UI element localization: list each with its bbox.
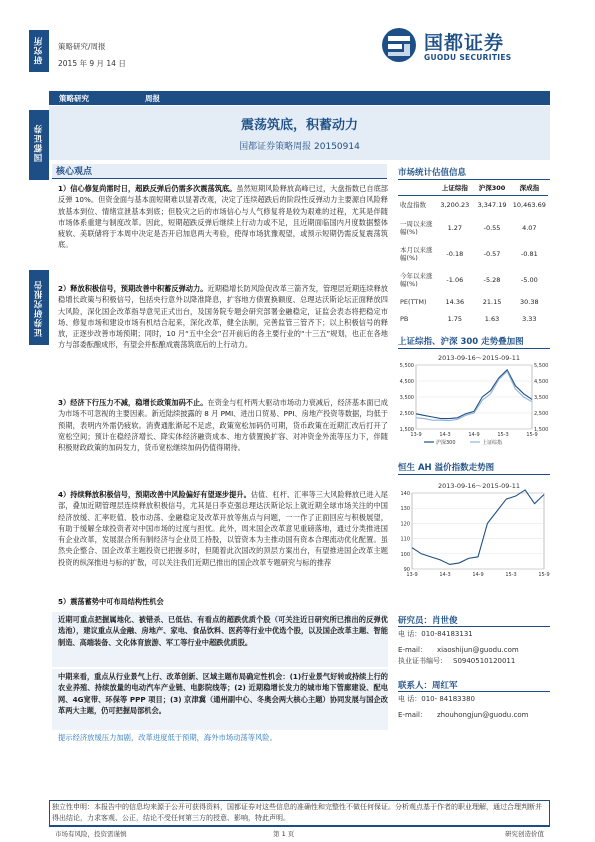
x-tick-label: 13-9 (406, 572, 418, 578)
chart1-range: 2013-09-16～2015-09-11 (438, 354, 521, 362)
table-cell: -1.06 (446, 276, 464, 284)
table-cell: 14.36 (445, 298, 465, 306)
table-cell: -0.18 (446, 250, 464, 258)
analyst2-heading: 联系人：周红军 (398, 681, 458, 691)
row-label: PB (400, 315, 409, 323)
table-cell: 1.63 (484, 315, 500, 323)
analyst2-contact (398, 694, 550, 721)
analyst2-phone-line (398, 694, 550, 705)
analyst1-rule (398, 626, 550, 627)
core-heading: 核心观点 (52, 164, 387, 179)
email-value[interactable]: zhouhongjun@guodu.com (436, 711, 529, 719)
y-tick-label: 4,500 (399, 379, 414, 385)
analyst2-email-line (398, 710, 550, 721)
page-subtitle: 国都证券策略周报 20150914 (239, 142, 360, 152)
market-table (398, 181, 548, 327)
y-tick-label: 2,500 (399, 411, 414, 417)
chart1-heading-rule (398, 348, 550, 349)
y-tick-label: 90 (403, 567, 410, 573)
p5-highlight-1: 近期可重点把握属地化、被错杀、已低估、有看点的超跌优质个股（可关注近日研究所已推出的反弹优选池），建议重点从金融、房地产、家电、食品饮料、医药等行业中优选个股，以及国企改革主题、智能制造、高端装备、文化体育旅游、军工等行业中超跌优质股。 (58, 615, 388, 647)
report-date: 2015 年 9 月 14 日 (58, 59, 126, 68)
paragraph-1 (58, 183, 388, 275)
analyst1-phone-line (398, 629, 550, 640)
table-cell: 3,200.23 (440, 201, 470, 210)
legend-label: 上证综指 (482, 440, 503, 446)
logo-mark-icon (380, 26, 418, 64)
x-tick-label: 15-9 (526, 432, 538, 438)
p1-lead: 1）信心修复尚需时日，超跌反弹后仍需多次震荡筑底。 (58, 184, 237, 193)
chart2-heading: 恒生 AH 溢价指数走势图 (398, 463, 495, 473)
band-left-label: 策略研究 (59, 94, 89, 103)
table-cell: -5.00 (520, 276, 538, 284)
title-box (49, 106, 550, 160)
p2-text: 近期稳增长防风险促改革三箭齐发，管理层近期连续释放稳增长政策与积极信号，包括央行意外以降准降息，扩容地方债置换额度、总理达沃斯论坛正面释放四大风险，深化国企改革指导意见正式出台，及国务院专题会研究部署金融稳定，证监会表态将把稳定市场、修复市场和建设市场有机结合起来，深化改革，健全法制，完善监管三管齐下；以上积极信号的释放，正逐步改善市场预期；同时，10 月“五中全会”召开前后的各主要行业的“十三五”规划，也正在各地方与部委酝酿成形，有望会并酝酿成震荡筑底后的上行动力。 (58, 284, 388, 350)
market-heading-rule (398, 179, 550, 180)
email-label: E-mail： (398, 646, 427, 654)
table-cell: 10,463.69 (512, 201, 546, 210)
chart1-svg (398, 361, 550, 447)
chart2-range: 2013-09-16～2015-09-11 (438, 482, 521, 490)
row-label: 今年以来涨幅(%) (400, 272, 433, 288)
row-label: 一周以来涨幅(%) (400, 220, 433, 236)
y-tick-label-right: 4,500 (534, 379, 549, 385)
paragraph-5-heading (58, 596, 388, 607)
email-value[interactable]: xiaoshijun@guodu.com (436, 646, 519, 654)
table-row (398, 293, 548, 311)
table-cell: 21.15 (482, 298, 502, 306)
table-cell: 3,347.19 (477, 201, 507, 210)
cert-value: S0940510120011 (453, 657, 516, 665)
row-label: 本月以来涨幅(%) (400, 246, 433, 262)
page-number: 第 1 页 (273, 830, 295, 838)
x-tick-label: 15-9 (538, 572, 550, 578)
table-cell: -5.28 (483, 276, 501, 284)
p1-text: 虽然短期风险释放高峰已过，大盘指数已自底部反弹 10%。但资金面与基本面短期难以显著改观，决定了连续超跌后的阶段性反弹动力主要源自风险释放基本到位、情绪宣泄基本到底；但股灾之后的市场信心与人气修复将是较为艰难的过程，尤其是伴随市场体系重建与制度改革。因此，短期超跌反弹后继续上行动力或不足，且近期面临国内月度数据整体疲软、美联储将于本周中决定是否开启加息两大考验，使得市场犹豫观望，或预示短期仍需反复震荡筑底。 (58, 184, 388, 250)
col-header: 深成指 (511, 181, 548, 195)
logo-text-cn: 国都证券 (424, 32, 505, 54)
series-line (416, 370, 532, 419)
table-row (398, 267, 548, 293)
report-category: 策略研究/周报 (58, 42, 106, 51)
table-cell: 30.38 (520, 298, 539, 306)
highlight-box-1 (52, 612, 388, 667)
analyst1-contact (398, 629, 550, 667)
report-type-band (49, 91, 550, 105)
analyst1-cert-line (398, 656, 550, 667)
table-row (398, 195, 548, 215)
risk-note: 提示经济放缓压力加剧，改革进度低于预期，海外市场动荡等风险。 (58, 733, 277, 742)
y-tick-label: 3,500 (399, 395, 414, 401)
page-title: 震荡筑底，积蓄动力 (240, 118, 358, 133)
side-bar-low (29, 270, 49, 345)
analyst1-email-line (398, 645, 550, 656)
table-row (398, 241, 548, 267)
y-tick-label-right: 2,500 (534, 411, 549, 417)
col-header: 上证综指 (436, 181, 473, 195)
paragraph-3 (58, 397, 388, 482)
col-header: 沪深300 (473, 181, 510, 195)
y-tick-label: 100 (400, 551, 410, 558)
chart2-svg (398, 489, 550, 579)
table-cell: 4.07 (522, 224, 537, 232)
highlight-box-2 (52, 669, 388, 730)
market-table-wrap (398, 181, 548, 327)
x-tick-label: 14-3 (439, 572, 451, 578)
y-tick-label-right: 3,500 (534, 395, 549, 401)
side-label-mid: 国都证券 (34, 124, 44, 162)
x-tick-label: 15-3 (497, 432, 509, 438)
cert-label: 执业证书编号： (398, 657, 447, 665)
p3-text: 在资金与杠杆两大驱动市场动力衰减后，经济基本面已成为市场不可忽视的主要因素。新近陆续披露的 8 月 PMI、进出口贸易、PPI、房地产投资等数据，均低于预期，表明内外需仍疲软。消费通胀渐起不足虑，政策宽松加码仍可期，货币政策在近期汇改后打开了宽松空间；预计在稳经济增长、降实体经济融资成本、地方债置换扩容、对冲资金外流等压力下，伴随积极财政政策的加码发力，货币宽松继续加码仍值得期待。 (58, 398, 388, 453)
table-cell: -0.57 (483, 250, 501, 258)
y-tick-label: 140 (400, 491, 410, 497)
footer-rule (49, 826, 550, 827)
chart2-heading-rule (398, 474, 550, 475)
paragraph-4 (58, 489, 388, 585)
footer-left: 市场有风险，投资需谨慎 (55, 830, 127, 838)
company-logo (380, 22, 550, 68)
band-right-label: 周报 (145, 94, 160, 103)
analyst1-heading: 研究员：肖世俊 (398, 616, 458, 626)
table-cell: -0.81 (520, 250, 538, 258)
phone-label: 电 话： (398, 695, 422, 703)
footer-right: 研究创造价值 (505, 830, 544, 838)
paragraph-2 (58, 283, 388, 387)
footer (49, 829, 550, 839)
table-cell: 1.27 (447, 224, 463, 232)
y-tick-label: 120 (400, 521, 410, 528)
p3-lead: 3）经济下行压力不减，稳增长政策加码不止。 (58, 398, 208, 407)
p4-lead: 4）持续释放积极信号，预期改善中风险偏好有望逐步提升。 (58, 490, 251, 499)
market-heading: 市场统计估值信息 (398, 168, 467, 178)
y-tick-label: 5,500 (399, 363, 414, 369)
x-tick-label: 14-9 (472, 572, 484, 578)
x-tick-label: 15-3 (505, 572, 517, 578)
table-cell: 1.75 (447, 315, 463, 323)
table-cell: -0.55 (483, 224, 501, 232)
chart1-heading: 上证综指、沪深 300 走势叠加图 (398, 337, 524, 347)
row-label: 收盘指数 (400, 201, 426, 210)
x-tick-label: 13-9 (410, 432, 422, 438)
p5-highlight-2: 中期来看，重点从行业景气上行、改革创新、区域主题布局确定性机会：(1)行业景气好转或持续上行的农业养殖、持续放量的电动汽车产业链、电影院线等；(2) 近期稳增长发力的城市地下管廊建设、配电网、4G宽带、环保等 PPP 项目；(3) 京津冀（通州副中心、冬奥会两大核心主题）协同发展与国企改革两大主题，仍可把握局部机会。 (58, 672, 388, 715)
side-bar-top (29, 30, 49, 72)
y-tick-label: 110 (400, 536, 410, 543)
table-row (398, 311, 548, 327)
y-tick-label-right: 5,500 (534, 363, 549, 369)
y-tick-label: 130 (400, 506, 410, 513)
x-tick-label: 14-3 (439, 432, 451, 438)
p5-head: 5）震荡蓄势中可布局结构性机会 (58, 597, 164, 606)
market-table-header (398, 181, 548, 195)
analyst2-rule (398, 691, 550, 692)
p2-lead: 2）释放积极信号，预期改善中积蓄反弹动力。 (58, 284, 208, 293)
y-tick-label: 1,500 (399, 427, 414, 433)
y-tick-label-right: 1,500 (534, 427, 549, 433)
phone-value: 010-84183131 (421, 630, 473, 638)
side-label-top: 研究所 (34, 36, 44, 65)
series-line (412, 490, 544, 564)
x-tick-label: 14-9 (468, 432, 480, 438)
email-label: E-mail： (398, 711, 427, 719)
disclaimer-box: 独立性申明：本报告中的信息均来源于公开可获得资料，国都证券对这些信息的准确性和完整性不做任何保证。分析观点基于作者的职业理解，通过合理判断并得出结论，力求客观、公正，结论不受任何第三方的授意、影响，特此声明。 (49, 800, 550, 826)
row-label: PE(TTM) (400, 298, 427, 306)
table-cell: 3.33 (522, 315, 537, 323)
phone-label: 电 话： (398, 630, 422, 638)
legend-label: 沪深300 (436, 440, 456, 446)
side-label-low: 证券研究报告 (34, 280, 44, 337)
logo-text-en: GUODU SECURITIES (424, 53, 512, 62)
p4-text: 估值、杠杆、汇率等三大风险释放已进入尾部，叠加近期管理层连续释放积极信号，尤其是日李克强总理达沃斯论坛上就近期全球市场关注的中国经济放缓、汇率贬值、股市动荡、金融稳定及改革开放等焦点与问题，一一作了正面回应与积极展望，有助于缓解全球投资者对中国市场的过度与担忧。此外，周末国企改革意见重磅落地，通过分类推进国有企业改革，发展混合所有制经济与企业员工持股，以管资本为主推动国有资本合理流动优化配置。虽然央企整合、国企改革主题投资已把握多时，但随着此次国改的顶层方案出台，有望推进国企改革主题投资的纵深推进与标的扩散，可以关注我们近期已推出的国企改革专题研究与标的推荐 (58, 490, 388, 567)
phone-value: 010- 84183380 (421, 695, 475, 703)
table-row (398, 215, 548, 241)
side-bar-mid (29, 110, 49, 180)
